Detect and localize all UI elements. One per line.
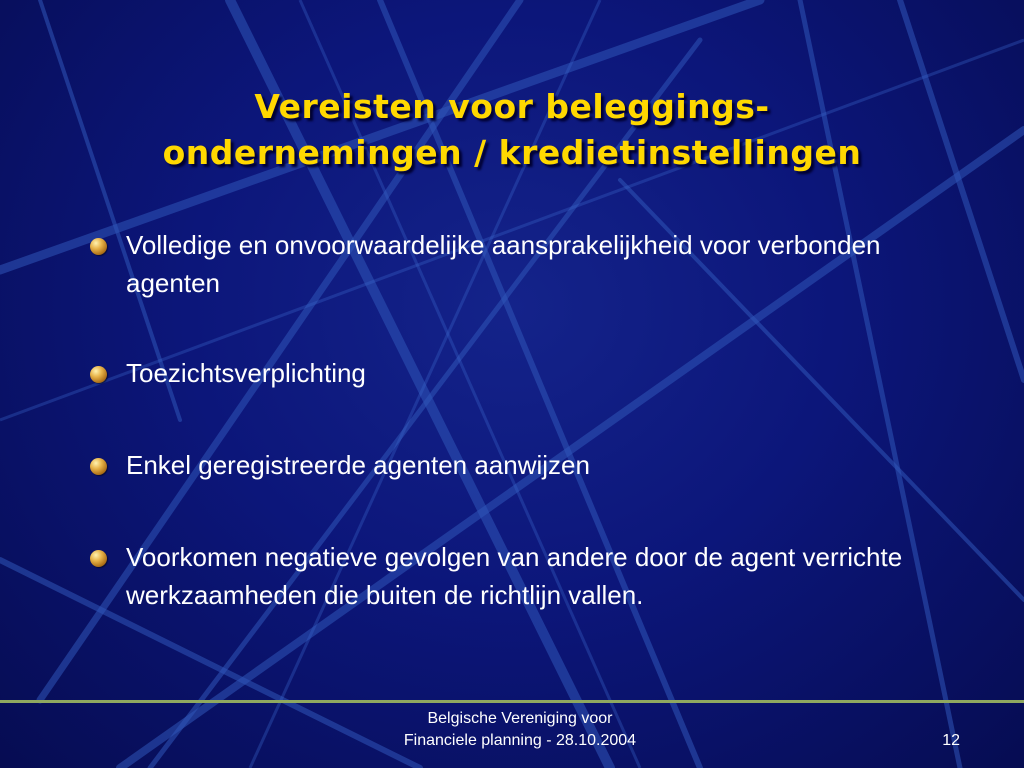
slide-title-line-2: ondernemingen / kredietinstellingen xyxy=(162,133,862,172)
bullet-text: Enkel geregistreerde agenten aanwijzen xyxy=(126,450,590,480)
footer-organization xyxy=(310,708,730,752)
gold-sphere-bullet-icon xyxy=(90,366,107,383)
bullet-text: Volledige en onvoorwaardelijke aansprakelijkheid voor verbonden agenten xyxy=(126,230,881,298)
gold-sphere-bullet-icon xyxy=(90,238,107,255)
footer-line-2: Financiele planning - 28.10.2004 xyxy=(403,732,637,749)
bullet-item xyxy=(86,446,966,484)
slide-title-line-1: Vereisten voor beleggings- xyxy=(254,87,770,126)
bullet-item xyxy=(86,538,966,614)
page-number: 12 xyxy=(942,732,960,749)
footer-divider xyxy=(0,700,1024,703)
slide-title xyxy=(60,84,964,176)
footer-line-1: Belgische Vereniging voor xyxy=(427,710,613,727)
gold-sphere-bullet-icon xyxy=(90,550,107,567)
bullet-item xyxy=(86,354,966,392)
bullet-list xyxy=(86,226,966,614)
bullet-text: Toezichtsverplichting xyxy=(126,358,366,388)
bullet-text: Voorkomen negatieve gevolgen van andere door de agent verrichte werkzaamheden die buiten de richtlijn vallen. xyxy=(126,542,903,610)
bullet-item xyxy=(86,226,966,302)
gold-sphere-bullet-icon xyxy=(90,458,107,475)
